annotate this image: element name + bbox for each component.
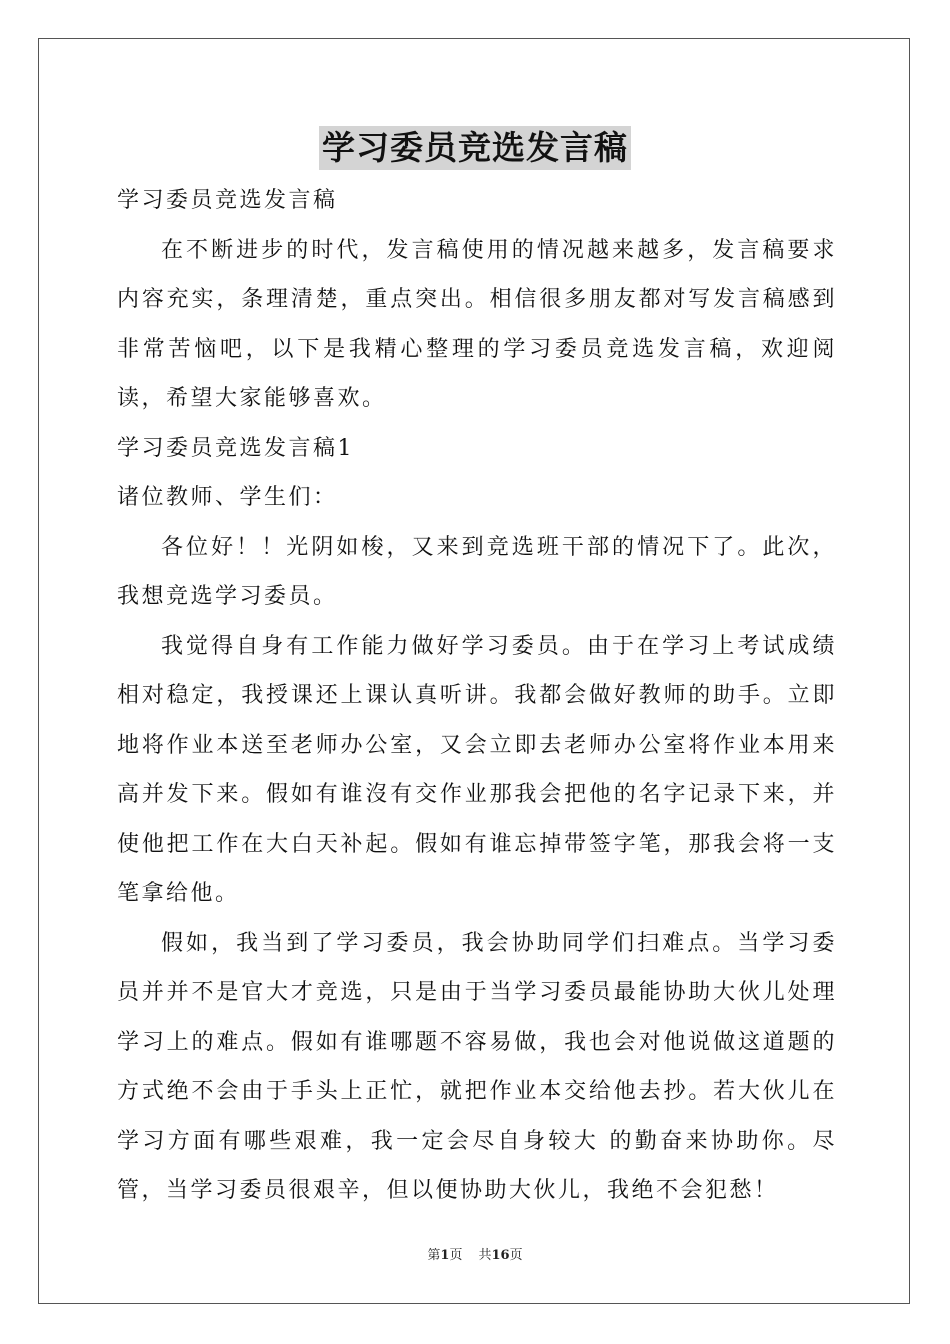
- total-page-count: 16: [491, 1248, 510, 1263]
- page-footer: [0, 1247, 950, 1265]
- document-body: [117, 176, 837, 1216]
- body-paragraph-3: 假如，我当到了学习委员，我会协助同学们扫难点。当学习委员并并不是官大才竞选，只是由于当学习委员最能协助大伙儿处理学习上的难点。假如有谁哪题不容易做，我也会对他说做这道题的方式绝不会由于手头上正忙，就把作业本交给他去抄。若大伙儿在学习方面有哪些艰难，我一定会尽自身较大 的勤奋来协助你。尽管，当学习委员很艰辛，但以便协助大伙儿，我绝不会犯愁！: [117, 930, 837, 1203]
- total-prefix: 共: [478, 1248, 492, 1263]
- salutation: 诸位教师、学生们：: [117, 485, 338, 510]
- document-subtitle: 学习委员竞选发言稿: [117, 188, 338, 213]
- total-suffix: 页: [509, 1248, 523, 1263]
- intro-paragraph: 在不断进步的时代，发言稿使用的情况越来越多，发言稿要求内容充实，条理清楚，重点突出。相信很多朋友都对写发言稿感到非常苦恼吧，以下是我精心整理的学习委员竞选发言稿，欢迎阅读，希望大家能够喜欢。: [117, 237, 837, 411]
- document-title: 学习委员竞选发言稿: [319, 126, 631, 170]
- body-paragraph-2: 我觉得自身有工作能力做好学习委员。由于在学习上考试成绩相对稳定，我授课还上课认真听讲。我都会做好教师的助手。立即地将作业本送至老师办公室，又会立即去老师办公室将作业本用来高并发下来。假如有谁沒有交作业那我会把他的名字记录下来，并使他把工作在大白天补起。假如有谁忘掉带签字笔，那我会将一支笔拿给他。: [117, 633, 837, 906]
- section-heading: 学习委员竞选发言稿1: [117, 435, 354, 461]
- page-prefix: 第: [427, 1248, 441, 1263]
- current-page-number: 1: [440, 1248, 450, 1263]
- body-paragraph-1: 各位好！！光阴如梭，又来到竞选班干部的情况下了。此次，我想竞选学习委员。: [117, 534, 837, 609]
- document-title-wrapper: [0, 126, 950, 170]
- page-suffix: 页: [449, 1248, 463, 1263]
